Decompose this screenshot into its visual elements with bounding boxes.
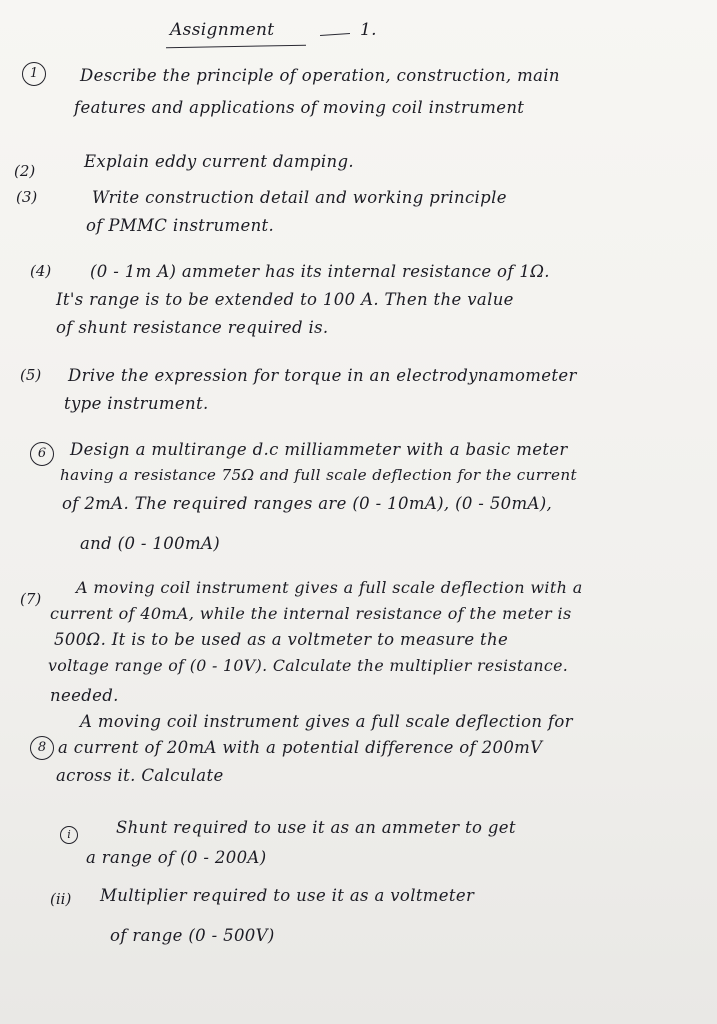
question-line: Explain eddy current damping. (84, 152, 355, 171)
question-line: Shunt required to use it as an ammeter to get (116, 818, 516, 837)
question-line: of 2mA. The required ranges are (0 - 10mA), (0 - 50mA), (62, 494, 553, 513)
question-line: (0 - 1m A) ammeter has its internal resistance of 1Ω. (90, 262, 550, 281)
title-dash (320, 33, 350, 36)
question-line: having a resistance 75Ω and full scale deflection for the current (60, 466, 577, 484)
question-line: type instrument. (64, 394, 209, 413)
question-line: a range of (0 - 200A) (86, 848, 267, 867)
question-line: A moving coil instrument gives a full scale deflection with a (76, 578, 583, 597)
question-line: Design a multirange d.c milliammeter with a basic meter (70, 440, 568, 459)
question-line: Write construction detail and working principle (92, 188, 507, 207)
question-line: Drive the expression for torque in an electrodynamometer (68, 366, 577, 385)
question-number: 1 (22, 62, 46, 86)
question-line: of PMMC instrument. (86, 216, 275, 235)
question-line: current of 40mA, while the internal resistance of the meter is (50, 604, 572, 623)
question-number: (2) (14, 162, 36, 180)
part-number: (ii) (50, 890, 72, 908)
assignment-title: Assignment (170, 20, 275, 40)
question-line: 500Ω. It is to be used as a voltmeter to measure the (54, 630, 509, 649)
question-number: (3) (16, 188, 38, 206)
question-line: It's range is to be extended to 100 A. Then the value (56, 290, 514, 309)
question-line: of shunt resistance required is. (56, 318, 329, 337)
question-line: Describe the principle of operation, construction, main (80, 66, 560, 85)
question-line: and (0 - 100mA) (80, 534, 221, 553)
question-line: features and applications of moving coil instrument (74, 98, 525, 117)
question-number: (5) (20, 366, 42, 384)
question-line: a current of 20mA with a potential difference of 200mV (58, 738, 543, 757)
question-number: 8 (30, 736, 54, 760)
question-line: Multiplier required to use it as a voltmeter (100, 886, 475, 905)
question-line: across it. Calculate (56, 766, 224, 785)
part-number: i (60, 824, 78, 844)
question-number: 6 (30, 442, 54, 466)
question-number: (4) (30, 262, 52, 280)
question-line: of range (0 - 500V) (110, 926, 275, 945)
assignment-header (170, 18, 430, 54)
question-line: voltage range of (0 - 10V). Calculate the multiplier resistance. (48, 656, 569, 675)
assignment-number: 1. (360, 20, 377, 40)
question-line: needed. (50, 686, 119, 705)
question-line: A moving coil instrument gives a full scale deflection for (80, 712, 573, 731)
title-underline (166, 45, 306, 48)
question-number: (7) (20, 590, 42, 608)
